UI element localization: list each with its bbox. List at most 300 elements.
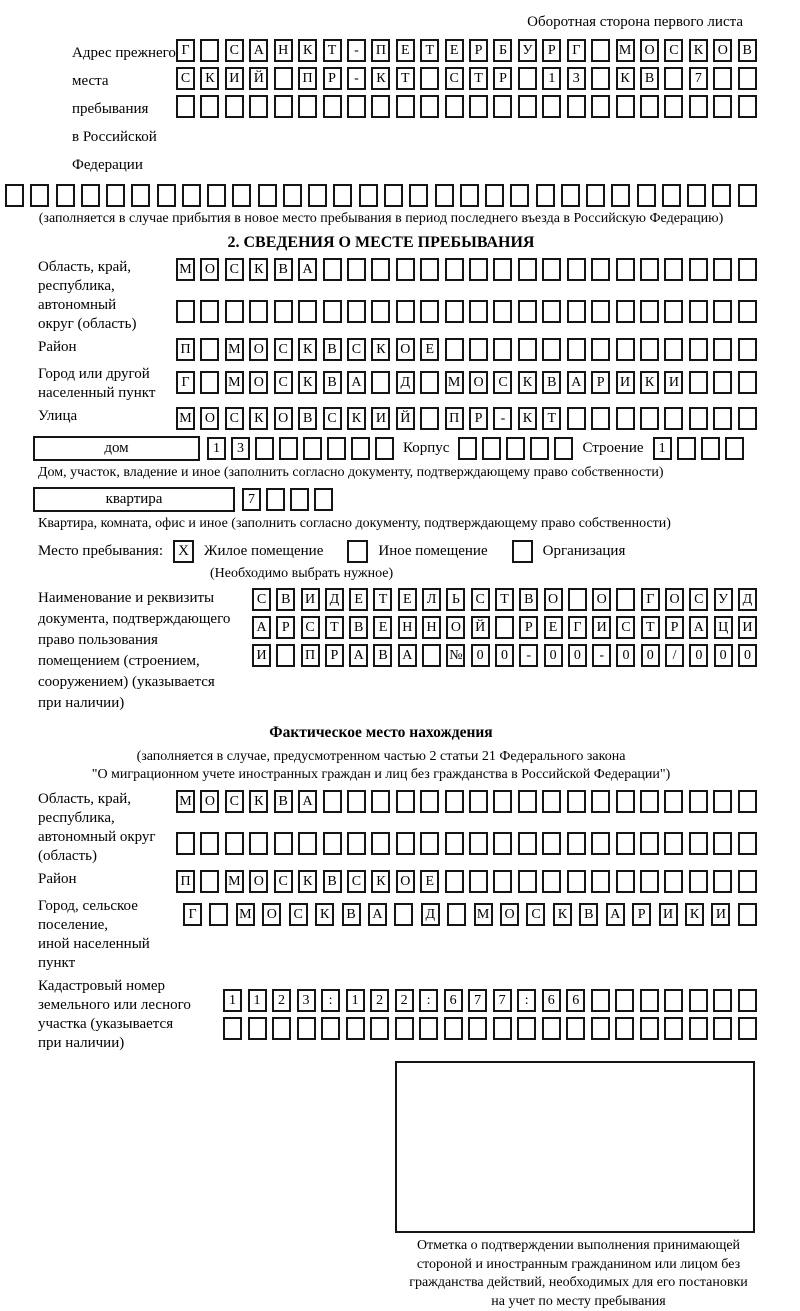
char-cell (640, 1017, 659, 1040)
char-cell: Р (665, 616, 684, 639)
char-cell (616, 338, 635, 361)
char-cell (176, 832, 195, 855)
char-cell (298, 95, 317, 118)
char-cell (371, 95, 390, 118)
char-cell: О (249, 870, 268, 893)
confirmation-mark-box (395, 1061, 755, 1233)
document-grid-row2 (252, 616, 757, 639)
char-cell: И (664, 371, 683, 394)
char-cell (321, 1017, 340, 1040)
char-cell: К (249, 407, 268, 430)
char-cell (323, 258, 342, 281)
district-grid (176, 338, 757, 361)
checkbox-organization (512, 540, 533, 563)
char-cell: М (474, 903, 493, 926)
char-cell: С (445, 67, 464, 90)
char-cell: В (542, 371, 561, 394)
char-cell: Р (632, 903, 651, 926)
char-cell (640, 989, 659, 1012)
house-number-cells (207, 437, 394, 460)
char-cell (200, 39, 219, 62)
actual-district-grid (176, 870, 757, 893)
char-cell: М (225, 371, 244, 394)
char-cell (209, 903, 228, 926)
char-cell: А (368, 903, 387, 926)
char-cell (347, 300, 366, 323)
char-cell (396, 300, 415, 323)
char-cell (495, 616, 514, 639)
char-cell: К (518, 371, 537, 394)
char-cell: М (176, 407, 195, 430)
char-cell (518, 95, 537, 118)
char-cell: В (640, 67, 659, 90)
char-cell (371, 300, 390, 323)
char-cell: Н (274, 39, 293, 62)
char-cell (664, 258, 683, 281)
section2-title: 2. СВЕДЕНИЯ О МЕСТЕ ПРЕБЫВАНИЯ (5, 234, 757, 252)
cadastral-grid-row2 (223, 1017, 757, 1040)
char-cell: 0 (689, 644, 708, 667)
label-line: Федерации (72, 151, 176, 179)
char-cell (664, 790, 683, 813)
char-cell (200, 95, 219, 118)
char-cell: 0 (714, 644, 733, 667)
char-cell (225, 300, 244, 323)
char-cell: О (200, 790, 219, 813)
char-cell: А (249, 39, 268, 62)
char-cell (616, 258, 635, 281)
actual-district-label: Район (5, 870, 176, 889)
char-cell: 1 (223, 989, 242, 1012)
char-cell (713, 67, 732, 90)
char-cell (713, 407, 732, 430)
char-cell: В (519, 588, 538, 611)
char-cell (567, 832, 586, 855)
char-cell (395, 1017, 414, 1040)
char-cell (713, 338, 732, 361)
char-cell: Н (398, 616, 417, 639)
char-cell: С (274, 338, 293, 361)
document-block (5, 588, 757, 714)
char-cell (469, 832, 488, 855)
char-cell (274, 67, 293, 90)
char-cell (566, 1017, 585, 1040)
char-cell (249, 95, 268, 118)
char-cell: К (616, 67, 635, 90)
char-cell (396, 95, 415, 118)
char-cell: К (553, 903, 572, 926)
char-cell: Ц (714, 616, 733, 639)
char-cell (616, 588, 635, 611)
char-cell (738, 67, 757, 90)
char-cell (371, 832, 390, 855)
char-cell: Р (519, 616, 538, 639)
char-cell (713, 258, 732, 281)
char-cell: П (371, 39, 390, 62)
label-line: автономный (38, 296, 176, 315)
char-cell: 7 (468, 989, 487, 1012)
document-grid-row3 (252, 644, 757, 667)
char-cell: 2 (395, 989, 414, 1012)
char-cell (274, 300, 293, 323)
char-cell (713, 95, 732, 118)
char-cell: Г (183, 903, 202, 926)
char-cell (640, 790, 659, 813)
street-grid (176, 407, 757, 430)
char-cell (445, 338, 464, 361)
char-cell (131, 184, 150, 207)
char-cell: Т (325, 616, 344, 639)
char-cell: О (274, 407, 293, 430)
char-cell: - (347, 67, 366, 90)
char-cell: А (567, 371, 586, 394)
confirmation-mark-caption (395, 1237, 762, 1311)
char-cell: Б (493, 39, 512, 62)
char-cell: И (592, 616, 611, 639)
settlement-label (5, 897, 183, 973)
char-cell (738, 95, 757, 118)
region-grid-row1 (176, 258, 757, 281)
char-cell (347, 258, 366, 281)
char-cell: С (664, 39, 683, 62)
char-cell (530, 437, 549, 460)
char-cell: И (252, 644, 271, 667)
char-cell (30, 184, 49, 207)
char-cell (640, 95, 659, 118)
char-cell: М (176, 258, 195, 281)
char-cell: Й (396, 407, 415, 430)
char-cell (713, 1017, 732, 1040)
label-line: республика, (38, 277, 176, 296)
char-cell (396, 832, 415, 855)
char-cell (274, 95, 293, 118)
char-cell (409, 184, 428, 207)
char-cell (518, 790, 537, 813)
char-cell (371, 790, 390, 813)
char-cell: 0 (471, 644, 490, 667)
char-cell (303, 437, 322, 460)
char-cell (616, 870, 635, 893)
char-cell: И (738, 616, 757, 639)
char-cell (738, 989, 757, 1012)
apartment-note: Квартира, комната, офис и иное (заполнить согласно документу, подтверждающему право собственности) (5, 516, 757, 532)
label-line: при наличии) (38, 1034, 223, 1053)
char-cell (323, 300, 342, 323)
char-cell (258, 184, 277, 207)
char-cell (689, 371, 708, 394)
char-cell: А (606, 903, 625, 926)
label-line: право пользования (38, 630, 252, 651)
char-cell: К (249, 258, 268, 281)
char-cell (445, 95, 464, 118)
char-cell: С (225, 39, 244, 62)
char-cell: С (323, 407, 342, 430)
char-cell (615, 989, 634, 1012)
char-cell: Т (469, 67, 488, 90)
region-label (5, 258, 176, 334)
label-line: места пребывания (72, 67, 176, 123)
char-cell: И (301, 588, 320, 611)
char-cell: : (419, 989, 438, 1012)
char-cell (616, 300, 635, 323)
char-cell (445, 258, 464, 281)
char-cell (182, 184, 201, 207)
char-cell (664, 989, 683, 1012)
char-cell (106, 184, 125, 207)
char-cell (327, 437, 346, 460)
char-cell (518, 832, 537, 855)
char-cell: И (659, 903, 678, 926)
char-cell (200, 832, 219, 855)
char-cell (396, 258, 415, 281)
char-cell (687, 184, 706, 207)
char-cell (200, 870, 219, 893)
char-cell (493, 258, 512, 281)
confirmation-mark-area (395, 1061, 762, 1311)
char-cell (248, 1017, 267, 1040)
char-cell (689, 832, 708, 855)
char-cell: С (616, 616, 635, 639)
char-cell (435, 184, 454, 207)
char-cell (5, 184, 24, 207)
char-cell: В (349, 616, 368, 639)
char-cell: А (349, 644, 368, 667)
char-cell (56, 184, 75, 207)
char-cell: : (517, 989, 536, 1012)
char-cell (591, 832, 610, 855)
char-cell: К (298, 870, 317, 893)
char-cell (591, 1017, 610, 1040)
char-cell (713, 790, 732, 813)
char-cell (567, 870, 586, 893)
char-cell: С (526, 903, 545, 926)
actual-region-block (5, 790, 757, 866)
char-cell: Д (325, 588, 344, 611)
option-label-organization: Организация (543, 543, 626, 560)
label-line: населенный пункт (38, 384, 176, 403)
char-cell (567, 338, 586, 361)
char-cell: 6 (566, 989, 585, 1012)
char-cell (323, 790, 342, 813)
char-cell: Р (325, 644, 344, 667)
char-cell: Т (396, 67, 415, 90)
char-cell: К (371, 338, 390, 361)
char-cell (640, 870, 659, 893)
char-cell: О (249, 371, 268, 394)
char-cell (518, 338, 537, 361)
char-cell (249, 832, 268, 855)
house-row (5, 436, 757, 461)
char-cell (664, 95, 683, 118)
char-cell (616, 407, 635, 430)
char-cell: Т (495, 588, 514, 611)
cadastral-label (5, 977, 223, 1053)
char-cell: 1 (346, 989, 365, 1012)
char-cell (420, 300, 439, 323)
char-cell: О (446, 616, 465, 639)
char-cell (640, 832, 659, 855)
char-cell (616, 95, 635, 118)
char-cell: В (579, 903, 598, 926)
char-cell (689, 989, 708, 1012)
char-cell (738, 258, 757, 281)
char-cell (586, 184, 605, 207)
char-cell (713, 371, 732, 394)
char-cell: О (500, 903, 519, 926)
char-cell: 7 (242, 488, 261, 511)
char-cell (323, 832, 342, 855)
district-row (5, 338, 757, 361)
char-cell (738, 790, 757, 813)
char-cell (664, 300, 683, 323)
char-cell: 0 (616, 644, 635, 667)
char-cell (567, 790, 586, 813)
label-line: Кадастровый номер (38, 977, 223, 996)
char-cell (738, 1017, 757, 1040)
char-cell: С (689, 588, 708, 611)
char-cell (81, 184, 100, 207)
char-cell (640, 258, 659, 281)
city-label (5, 365, 176, 403)
char-cell (225, 95, 244, 118)
char-cell: А (298, 258, 317, 281)
char-cell: К (298, 371, 317, 394)
char-cell (274, 832, 293, 855)
char-cell (616, 832, 635, 855)
char-cell (518, 870, 537, 893)
label-line: Адрес прежнего (72, 39, 176, 67)
char-cell: О (249, 338, 268, 361)
document-label (5, 588, 252, 714)
char-cell: 2 (272, 989, 291, 1012)
char-cell: И (225, 67, 244, 90)
char-cell (272, 1017, 291, 1040)
char-cell (542, 832, 561, 855)
region-block (5, 258, 757, 334)
char-cell (482, 437, 501, 460)
char-cell (420, 832, 439, 855)
char-cell: М (616, 39, 635, 62)
char-cell: К (518, 407, 537, 430)
char-cell (591, 407, 610, 430)
char-cell: Е (445, 39, 464, 62)
char-cell: Е (420, 870, 439, 893)
char-cell (444, 1017, 463, 1040)
prev-address-block (5, 39, 757, 179)
char-cell (396, 790, 415, 813)
city-row (5, 365, 757, 403)
char-cell (493, 95, 512, 118)
char-cell (255, 437, 274, 460)
char-cell (308, 184, 327, 207)
char-cell (567, 407, 586, 430)
char-cell (536, 184, 555, 207)
char-cell: Т (373, 588, 392, 611)
char-cell (518, 258, 537, 281)
char-cell (493, 338, 512, 361)
option-label-other-premises: Иное помещение (378, 543, 487, 560)
apartment-cells (242, 488, 333, 511)
district-label: Район (5, 338, 176, 357)
char-cell (223, 1017, 242, 1040)
char-cell: Т (323, 39, 342, 62)
char-cell: С (225, 258, 244, 281)
caption-line: на учет по месту пребывания (395, 1293, 762, 1311)
char-cell (591, 95, 610, 118)
char-cell: Р (276, 616, 295, 639)
char-cell (333, 184, 352, 207)
char-cell (640, 300, 659, 323)
char-cell (616, 790, 635, 813)
char-cell (640, 407, 659, 430)
char-cell: 0 (568, 644, 587, 667)
char-cell: К (371, 67, 390, 90)
char-cell (370, 1017, 389, 1040)
char-cell (485, 184, 504, 207)
prev-address-grid-row3 (176, 95, 757, 118)
char-cell (542, 870, 561, 893)
char-cell (542, 1017, 561, 1040)
char-cell: А (298, 790, 317, 813)
char-cell: Ь (446, 588, 465, 611)
char-cell (591, 300, 610, 323)
char-cell (445, 870, 464, 893)
char-cell (725, 437, 744, 460)
char-cell (420, 67, 439, 90)
char-cell (419, 1017, 438, 1040)
char-cell (738, 407, 757, 430)
char-cell (713, 300, 732, 323)
char-cell: Г (567, 39, 586, 62)
label-line: иной населенный пункт (38, 935, 183, 973)
char-cell (689, 300, 708, 323)
char-cell (567, 95, 586, 118)
char-cell (347, 790, 366, 813)
char-cell (689, 95, 708, 118)
char-cell (664, 870, 683, 893)
char-cell: 0 (738, 644, 757, 667)
char-cell (493, 870, 512, 893)
caption-line: стороной и иностранным гражданином или лицом без (395, 1256, 762, 1275)
char-cell: О (262, 903, 281, 926)
char-cell: К (371, 870, 390, 893)
char-cell: С (225, 790, 244, 813)
char-cell: П (176, 338, 195, 361)
char-cell: / (665, 644, 684, 667)
char-cell: К (249, 790, 268, 813)
char-cell (510, 184, 529, 207)
label-line: участка (указывается (38, 1015, 223, 1034)
char-cell (469, 790, 488, 813)
char-cell: Й (249, 67, 268, 90)
char-cell: П (445, 407, 464, 430)
char-cell: Г (568, 616, 587, 639)
char-cell (249, 300, 268, 323)
char-cell: О (640, 39, 659, 62)
char-cell (279, 437, 298, 460)
char-cell: Е (373, 616, 392, 639)
char-cell (493, 300, 512, 323)
char-cell: Е (544, 616, 563, 639)
char-cell: С (347, 870, 366, 893)
label-line: Наименование и реквизиты (38, 588, 252, 609)
char-cell: П (176, 870, 195, 893)
char-cell (591, 39, 610, 62)
char-cell: - (347, 39, 366, 62)
char-cell (493, 832, 512, 855)
char-cell (469, 338, 488, 361)
char-cell: Р (469, 39, 488, 62)
